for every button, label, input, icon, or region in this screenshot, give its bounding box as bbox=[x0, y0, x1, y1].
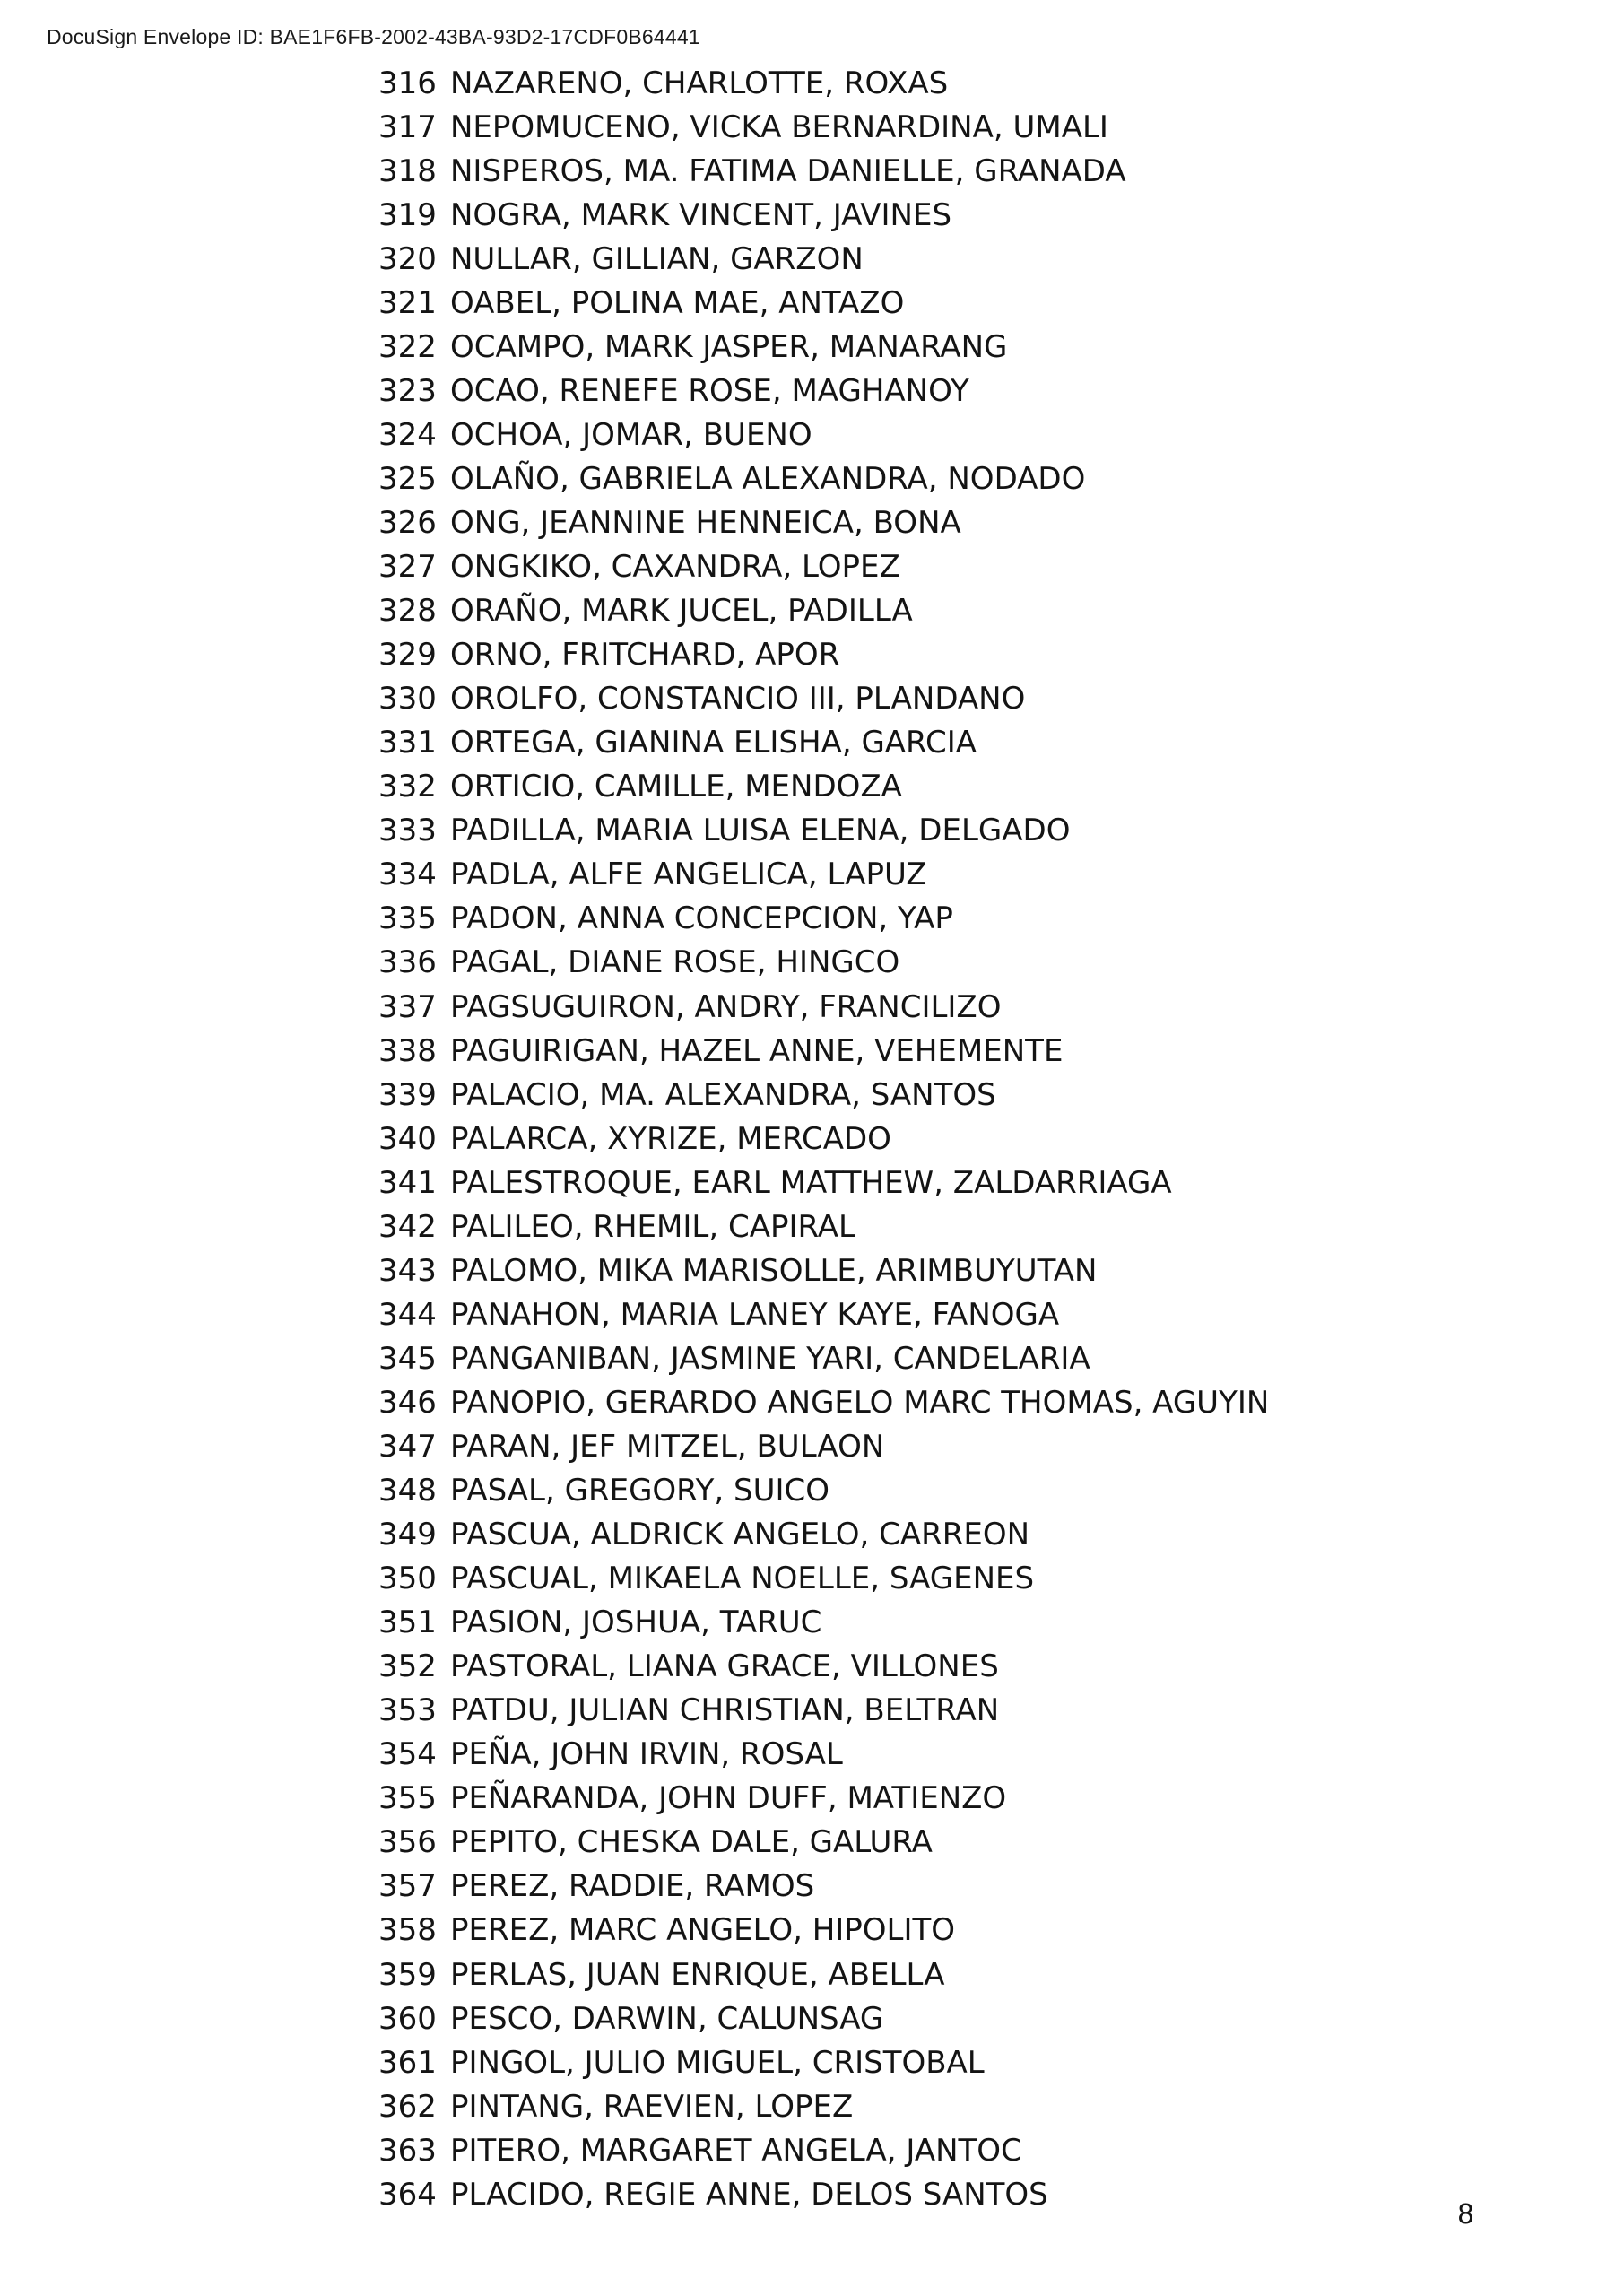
list-item bbox=[378, 985, 1269, 1029]
list-item bbox=[378, 721, 1269, 765]
page-number: 8 bbox=[1457, 2199, 1475, 2231]
list-item bbox=[378, 500, 1269, 544]
entry-name: PASTORAL, LIANA GRACE, VILLONES bbox=[450, 1648, 999, 1685]
list-item bbox=[378, 61, 1269, 105]
entry-number: 340 bbox=[378, 1120, 437, 1157]
entry-number: 324 bbox=[378, 416, 437, 453]
entry-name: PASCUAL, MIKAELA NOELLE, SAGENES bbox=[450, 1561, 1035, 1597]
list-item bbox=[378, 2172, 1269, 2216]
entry-name: PALILEO, RHEMIL, CAPIRAL bbox=[450, 1208, 855, 1245]
list-item bbox=[378, 1645, 1269, 1689]
list-item bbox=[378, 369, 1269, 413]
entry-name: PALOMO, MIKA MARISOLLE, ARIMBUYUTAN bbox=[450, 1252, 1098, 1289]
entry-number: 357 bbox=[378, 1868, 437, 1905]
entry-number: 345 bbox=[378, 1340, 437, 1377]
list-item bbox=[378, 281, 1269, 325]
list-item bbox=[378, 765, 1269, 809]
entry-number: 341 bbox=[378, 1164, 437, 1201]
entry-number: 364 bbox=[378, 2176, 437, 2213]
list-item bbox=[378, 193, 1269, 237]
entry-name: OCHOA, JOMAR, BUENO bbox=[450, 416, 812, 453]
entry-name: PEREZ, MARC ANGELO, HIPOLITO bbox=[450, 1912, 956, 1949]
entry-number: 347 bbox=[378, 1428, 437, 1465]
list-item bbox=[378, 1601, 1269, 1645]
entry-name: PAGSUGUIRON, ANDRY, FRANCILIZO bbox=[450, 988, 1002, 1025]
entry-name: NEPOMUCENO, VICKA BERNARDINA, UMALI bbox=[450, 109, 1108, 145]
entry-number: 328 bbox=[378, 593, 437, 630]
entry-name: PEPITO, CHESKA DALE, GALURA bbox=[450, 1824, 933, 1861]
list-item bbox=[378, 941, 1269, 985]
entry-number: 343 bbox=[378, 1252, 437, 1289]
entry-number: 360 bbox=[378, 2000, 437, 2037]
list-item bbox=[378, 1161, 1269, 1205]
entry-number: 316 bbox=[378, 65, 437, 101]
list-item bbox=[378, 1909, 1269, 1952]
entry-name: ONGKIKO, CAXANDRA, LOPEZ bbox=[450, 549, 900, 586]
entry-number: 329 bbox=[378, 637, 437, 674]
entry-number: 336 bbox=[378, 944, 437, 981]
entry-name: ORTICIO, CAMILLE, MENDOZA bbox=[450, 769, 902, 805]
list-item bbox=[378, 2128, 1269, 2172]
entry-number: 348 bbox=[378, 1473, 437, 1509]
entry-name: PERLAS, JUAN ENRIQUE, ABELLA bbox=[450, 1956, 945, 1993]
entry-number: 346 bbox=[378, 1384, 437, 1421]
entry-name: PALESTROQUE, EARL MATTHEW, ZALDARRIAGA bbox=[450, 1164, 1172, 1201]
entry-name: PADILLA, MARIA LUISA ELENA, DELGADO bbox=[450, 813, 1071, 849]
list-item bbox=[378, 1205, 1269, 1248]
list-item bbox=[378, 149, 1269, 193]
entry-name: PADON, ANNA CONCEPCION, YAP bbox=[450, 900, 953, 937]
list-item bbox=[378, 1336, 1269, 1380]
entry-name: OCAMPO, MARK JASPER, MANARANG bbox=[450, 328, 1008, 365]
entry-number: 351 bbox=[378, 1605, 437, 1641]
list-item bbox=[378, 897, 1269, 941]
entry-name: PALARCA, XYRIZE, MERCADO bbox=[450, 1120, 891, 1157]
entry-number: 318 bbox=[378, 152, 437, 189]
entry-name: PANAHON, MARIA LANEY KAYE, FANOGA bbox=[450, 1296, 1060, 1333]
entry-name: PASCUA, ALDRICK ANGELO, CARREON bbox=[450, 1517, 1030, 1553]
list-item bbox=[378, 1513, 1269, 1557]
entry-number: 358 bbox=[378, 1912, 437, 1949]
entry-name: PANOPIO, GERARDO ANGELO MARC THOMAS, AGUYIN bbox=[450, 1384, 1270, 1421]
list-item bbox=[378, 589, 1269, 633]
entry-name: OCAO, RENEFE ROSE, MAGHANOY bbox=[450, 372, 969, 409]
entry-number: 321 bbox=[378, 284, 437, 321]
entry-number: 333 bbox=[378, 813, 437, 849]
entry-name: NISPEROS, MA. FATIMA DANIELLE, GRANADA bbox=[450, 152, 1126, 189]
entry-name: PAGUIRIGAN, HAZEL ANNE, VEHEMENTE bbox=[450, 1032, 1064, 1069]
entry-number: 326 bbox=[378, 504, 437, 541]
entry-name: OROLFO, CONSTANCIO III, PLANDANO bbox=[450, 681, 1026, 718]
entry-number: 320 bbox=[378, 240, 437, 277]
list-item bbox=[378, 325, 1269, 369]
list-item bbox=[378, 237, 1269, 281]
list-item bbox=[378, 677, 1269, 721]
entry-number: 335 bbox=[378, 900, 437, 937]
list-item bbox=[378, 457, 1269, 500]
list-item bbox=[378, 1424, 1269, 1468]
list-item bbox=[378, 1380, 1269, 1424]
entry-name: OABEL, POLINA MAE, ANTAZO bbox=[450, 284, 905, 321]
entry-number: 355 bbox=[378, 1780, 437, 1817]
entry-name: NAZARENO, CHARLOTTE, ROXAS bbox=[450, 65, 949, 101]
entry-number: 350 bbox=[378, 1561, 437, 1597]
entry-number: 334 bbox=[378, 857, 437, 893]
entry-name: PANGANIBAN, JASMINE YARI, CANDELARIA bbox=[450, 1340, 1090, 1377]
entry-number: 322 bbox=[378, 328, 437, 365]
list-item bbox=[378, 1029, 1269, 1073]
entry-number: 344 bbox=[378, 1296, 437, 1333]
entry-number: 359 bbox=[378, 1956, 437, 1993]
entry-number: 363 bbox=[378, 2132, 437, 2169]
docusign-envelope-id: DocuSign Envelope ID: BAE1F6FB-2002-43BA-93D2-17CDF0B64441 bbox=[47, 25, 700, 48]
entry-number: 331 bbox=[378, 725, 437, 761]
entry-number: 317 bbox=[378, 109, 437, 145]
entry-name: PINTANG, RAEVIEN, LOPEZ bbox=[450, 2088, 854, 2125]
entry-number: 361 bbox=[378, 2044, 437, 2081]
entry-name: PAGAL, DIANE ROSE, HINGCO bbox=[450, 944, 900, 981]
list-item bbox=[378, 809, 1269, 853]
entry-name: PASION, JOSHUA, TARUC bbox=[450, 1605, 822, 1641]
entry-name: NOGRA, MARK VINCENT, JAVINES bbox=[450, 196, 952, 233]
entry-number: 325 bbox=[378, 460, 437, 497]
entry-number: 356 bbox=[378, 1824, 437, 1861]
list-item bbox=[378, 413, 1269, 457]
list-item bbox=[378, 1248, 1269, 1292]
entry-name: PASAL, GREGORY, SUICO bbox=[450, 1473, 830, 1509]
entry-number: 338 bbox=[378, 1032, 437, 1069]
entry-number: 337 bbox=[378, 988, 437, 1025]
list-item bbox=[378, 1996, 1269, 2040]
name-list bbox=[378, 61, 1269, 2216]
entry-number: 362 bbox=[378, 2088, 437, 2125]
list-item bbox=[378, 1952, 1269, 1996]
entry-number: 352 bbox=[378, 1648, 437, 1685]
entry-number: 327 bbox=[378, 549, 437, 586]
entry-number: 354 bbox=[378, 1736, 437, 1773]
entry-name: PEREZ, RADDIE, RAMOS bbox=[450, 1868, 815, 1905]
entry-name: ONG, JEANNINE HENNEICA, BONA bbox=[450, 504, 961, 541]
entry-name: PINGOL, JULIO MIGUEL, CRISTOBAL bbox=[450, 2044, 985, 2081]
entry-name: PEÑARANDA, JOHN DUFF, MATIENZO bbox=[450, 1780, 1007, 1817]
list-item bbox=[378, 2084, 1269, 2128]
entry-name: OLAÑO, GABRIELA ALEXANDRA, NODADO bbox=[450, 460, 1086, 497]
entry-number: 353 bbox=[378, 1692, 437, 1729]
entry-number: 332 bbox=[378, 769, 437, 805]
entry-name: PESCO, DARWIN, CALUNSAG bbox=[450, 2000, 884, 2037]
entry-name: PLACIDO, REGIE ANNE, DELOS SANTOS bbox=[450, 2176, 1048, 2213]
list-item bbox=[378, 1292, 1269, 1336]
entry-name: PARAN, JEF MITZEL, BULAON bbox=[450, 1428, 885, 1465]
entry-number: 339 bbox=[378, 1076, 437, 1113]
list-item bbox=[378, 1821, 1269, 1865]
entry-number: 319 bbox=[378, 196, 437, 233]
entry-name: PALACIO, MA. ALEXANDRA, SANTOS bbox=[450, 1076, 996, 1113]
entry-name: PATDU, JULIAN CHRISTIAN, BELTRAN bbox=[450, 1692, 1000, 1729]
list-item bbox=[378, 1117, 1269, 1161]
entry-name: PADLA, ALFE ANGELICA, LAPUZ bbox=[450, 857, 927, 893]
entry-number: 330 bbox=[378, 681, 437, 718]
list-item bbox=[378, 1557, 1269, 1601]
list-item bbox=[378, 1865, 1269, 1909]
list-item bbox=[378, 1073, 1269, 1117]
entry-name: NULLAR, GILLIAN, GARZON bbox=[450, 240, 864, 277]
entry-number: 349 bbox=[378, 1517, 437, 1553]
entry-name: PITERO, MARGARET ANGELA, JANTOC bbox=[450, 2132, 1022, 2169]
list-item bbox=[378, 1469, 1269, 1513]
list-item bbox=[378, 853, 1269, 897]
entry-number: 342 bbox=[378, 1208, 437, 1245]
list-item bbox=[378, 633, 1269, 677]
entry-number: 323 bbox=[378, 372, 437, 409]
entry-name: ORNO, FRITCHARD, APOR bbox=[450, 637, 840, 674]
list-item bbox=[378, 105, 1269, 149]
entry-name: ORTEGA, GIANINA ELISHA, GARCIA bbox=[450, 725, 977, 761]
list-item bbox=[378, 545, 1269, 589]
list-item bbox=[378, 1733, 1269, 1777]
list-item bbox=[378, 2040, 1269, 2084]
list-item bbox=[378, 1689, 1269, 1733]
list-item bbox=[378, 1777, 1269, 1821]
entry-name: PEÑA, JOHN IRVIN, ROSAL bbox=[450, 1736, 843, 1773]
entry-name: ORAÑO, MARK JUCEL, PADILLA bbox=[450, 593, 913, 630]
